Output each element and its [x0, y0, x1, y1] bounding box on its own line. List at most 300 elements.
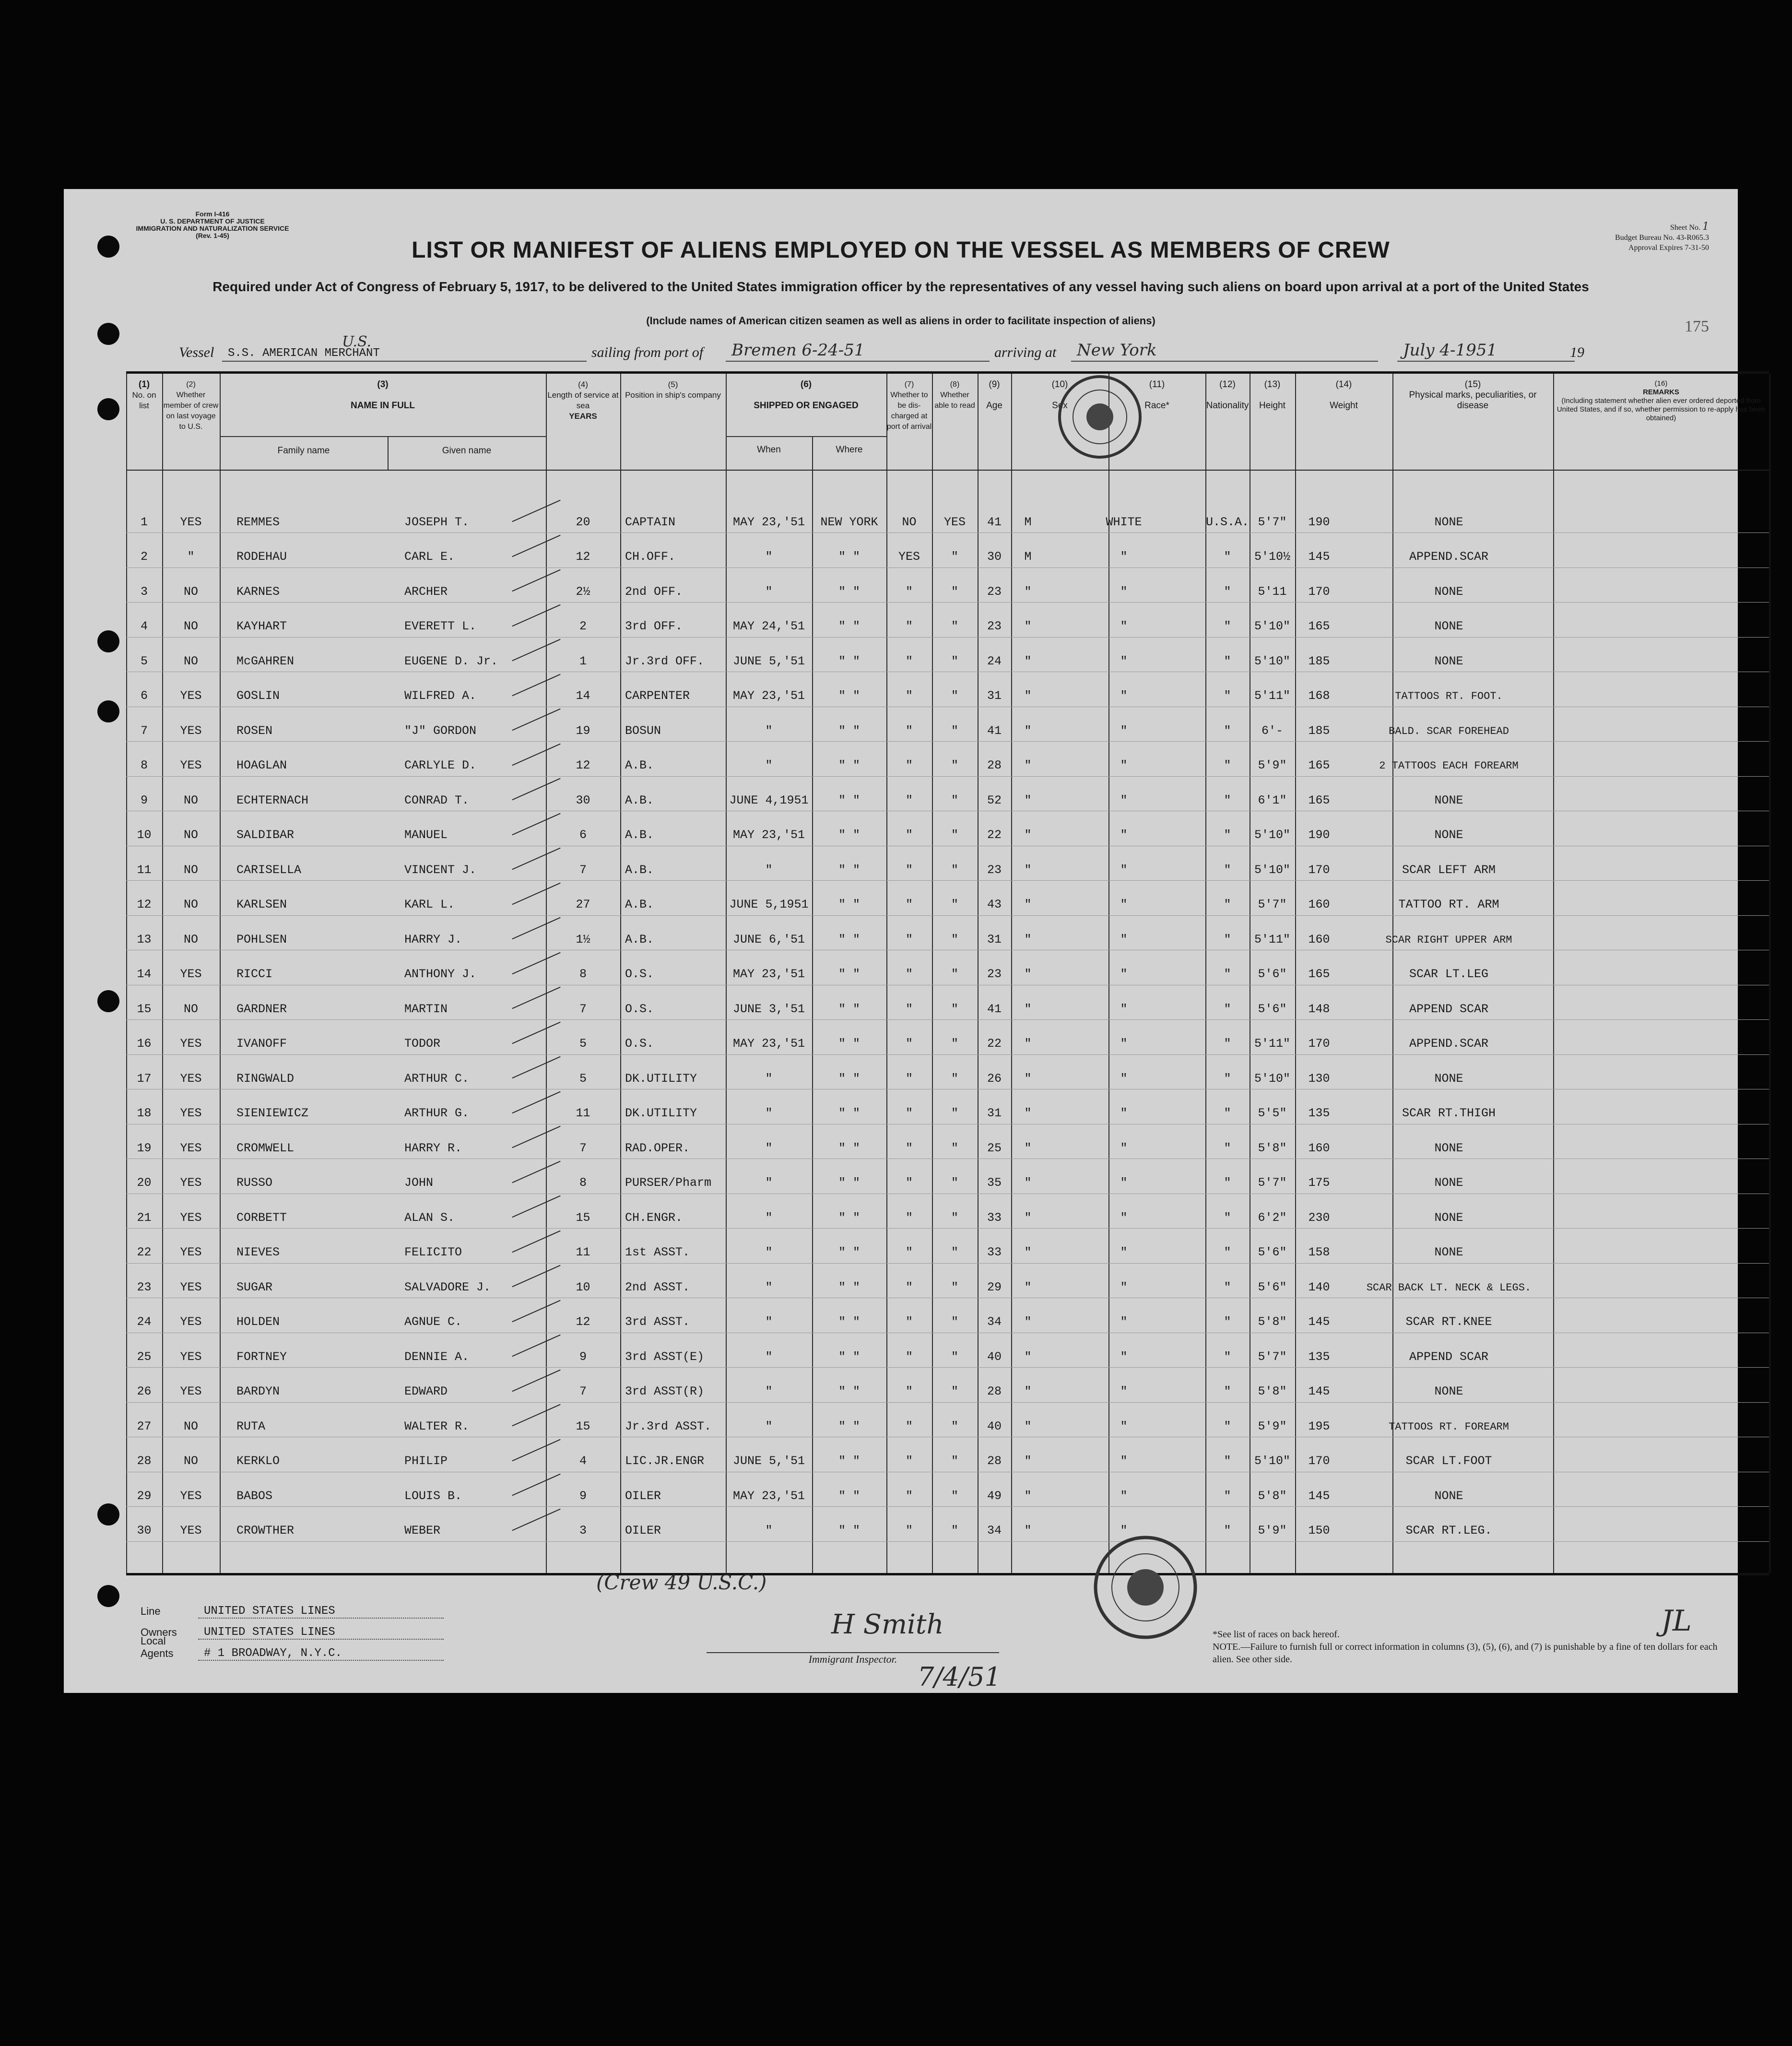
cell-family: RODEHAU	[236, 550, 287, 564]
cell-nat: "	[1224, 1315, 1231, 1329]
cell-years: 1	[579, 654, 587, 668]
cell-weight: 135	[1308, 1349, 1330, 1364]
cell-race: "	[1120, 654, 1128, 668]
cell-sex: "	[1024, 1071, 1032, 1086]
cell-marks: TATTOOS RT. FOOT.	[1395, 690, 1503, 702]
cell-no: 15	[137, 1002, 152, 1016]
cell-disch: "	[905, 1489, 913, 1503]
cell-family: IVANOFF	[236, 1037, 287, 1051]
cell-disch: "	[905, 1280, 913, 1294]
cell-position: RAD.OPER.	[625, 1141, 690, 1155]
cell-position: CH.OFF.	[625, 550, 676, 564]
cell-where: " "	[838, 1037, 860, 1051]
cell-age: 30	[987, 550, 1002, 564]
cell-sex: "	[1024, 689, 1032, 703]
cell-nat: "	[1224, 550, 1231, 564]
cell-height: 5'8"	[1258, 1315, 1287, 1329]
cell-weight: 170	[1308, 584, 1330, 599]
cell-family: KERKLO	[236, 1454, 280, 1468]
cell-height: 5'6"	[1258, 967, 1287, 981]
cell-race: "	[1120, 584, 1128, 599]
cell-read: "	[951, 1489, 958, 1503]
line-value: UNITED STATES LINES	[198, 1605, 444, 1619]
arriving-port-field	[1071, 342, 1378, 362]
cell-last: YES	[180, 689, 202, 703]
cell-age: 29	[987, 1280, 1002, 1294]
sheet-info	[1584, 222, 1709, 253]
cell-when: MAY 23,'51	[732, 689, 805, 703]
cell-last: YES	[180, 1037, 202, 1051]
cell-race: "	[1120, 1176, 1128, 1190]
col-header-16: (16) REMARKS (Including statement whether alien ever ordered deported from United States, and if so, whether permission to re-apply has been obtained)	[1556, 379, 1766, 422]
arrival-date: July 4-1951	[1403, 341, 1497, 360]
cell-race: "	[1120, 1454, 1128, 1468]
cell-no: 2	[140, 550, 148, 564]
cell-age: 31	[987, 932, 1002, 946]
cell-age: 34	[987, 1315, 1002, 1329]
cell-disch: "	[905, 898, 913, 911]
cell-read: "	[951, 758, 958, 772]
cell-position: A.B.	[625, 793, 654, 807]
cell-where: " "	[838, 898, 860, 911]
cell-nat: "	[1224, 689, 1231, 703]
cell-weight: 185	[1308, 723, 1330, 738]
cell-given: CARLYLE D.	[404, 758, 477, 772]
cell-height: 5'8"	[1258, 1489, 1287, 1503]
col-header-family: Family name	[277, 446, 330, 456]
cell-sex: M	[1024, 550, 1032, 564]
cell-weight: 185	[1308, 654, 1330, 668]
cell-disch: "	[905, 1176, 913, 1190]
cell-where: " "	[838, 967, 860, 981]
cell-given: EUGENE D. Jr.	[404, 654, 498, 668]
sailing-label: sailing from port of	[591, 344, 704, 360]
cell-disch: YES	[898, 550, 920, 564]
cell-last: YES	[180, 723, 202, 738]
cell-height: 5'9"	[1258, 1524, 1287, 1537]
cell-race: "	[1120, 1002, 1128, 1016]
cell-marks: SCAR LT.LEG	[1409, 967, 1489, 981]
cell-when: MAY 23,'51	[732, 1489, 805, 1503]
cell-given: JOHN	[404, 1176, 434, 1190]
penalty-note: NOTE.—Failure to furnish full or correct information in columns (3), (5), (6), and (7) is punishable by a fine of ten dollars for each alien. See other side.	[1213, 1642, 1718, 1665]
cell-when: "	[765, 550, 773, 564]
cell-last: NO	[183, 863, 198, 877]
cell-weight: 168	[1308, 689, 1330, 703]
cell-last: YES	[180, 1210, 202, 1225]
table-row	[126, 776, 1769, 811]
cell-family: HOAGLAN	[236, 758, 287, 772]
cell-family: ECHTERNACH	[236, 793, 309, 807]
cell-age: 26	[987, 1071, 1002, 1086]
cell-position: 3rd ASST.	[625, 1315, 690, 1329]
cell-sex: "	[1024, 1349, 1032, 1364]
cell-no: 29	[137, 1489, 152, 1503]
cell-height: 5'8"	[1258, 1384, 1287, 1398]
table-row	[126, 1054, 1769, 1089]
cell-when: MAY 23,'51	[732, 515, 805, 529]
table-row	[126, 1333, 1769, 1368]
arrival-date-field	[1397, 342, 1575, 362]
cell-position: 1st ASST.	[625, 1245, 690, 1259]
cell-race: "	[1120, 1419, 1128, 1433]
cell-last: YES	[180, 1524, 202, 1537]
cell-nat: "	[1224, 1106, 1231, 1120]
cell-marks: SCAR LEFT ARM	[1402, 863, 1496, 877]
cell-read: "	[951, 1454, 958, 1468]
cell-read: "	[951, 1524, 958, 1537]
table-row	[126, 1089, 1769, 1124]
cell-marks: NONE	[1434, 584, 1463, 599]
cell-position: 3rd ASST(E)	[625, 1349, 705, 1364]
cell-nat: "	[1224, 1384, 1231, 1398]
cell-where: " "	[838, 863, 860, 877]
cell-position: CAPTAIN	[625, 515, 676, 529]
cell-read: "	[951, 1106, 958, 1120]
include-note: (Include names of American citizen seamen as well as aliens in order to facilitate inspection of aliens)	[646, 315, 1155, 327]
cell-no: 30	[137, 1524, 152, 1537]
cell-family: SUGAR	[236, 1280, 273, 1294]
cell-when: "	[765, 1384, 773, 1398]
cell-years: 2	[579, 619, 587, 633]
cell-position: O.S.	[625, 1037, 654, 1051]
col-header-5: (5) Position in ship's company	[625, 380, 721, 400]
cell-weight: 135	[1308, 1106, 1330, 1120]
cell-age: 34	[987, 1524, 1002, 1537]
cell-family: REMMES	[236, 515, 280, 529]
cell-last: NO	[183, 1419, 198, 1433]
cell-nat: "	[1224, 723, 1231, 738]
cell-where: " "	[838, 1454, 860, 1468]
cell-when: "	[765, 1349, 773, 1364]
cell-when: "	[765, 1141, 773, 1155]
cell-nat: "	[1224, 1176, 1231, 1190]
cell-height: 5'10"	[1254, 1071, 1290, 1086]
cell-family: CARISELLA	[236, 863, 302, 877]
cell-age: 22	[987, 1037, 1002, 1051]
cell-marks: NONE	[1434, 1176, 1463, 1190]
cell-age: 28	[987, 1454, 1002, 1468]
cell-age: 40	[987, 1349, 1002, 1364]
col-header-given: Given name	[442, 446, 492, 456]
initials: JL	[1661, 1604, 1692, 1638]
cell-sex: "	[1024, 1002, 1032, 1016]
cell-age: 23	[987, 863, 1002, 877]
table-row	[126, 603, 1769, 638]
cell-position: OILER	[625, 1524, 661, 1537]
sheet-label: Sheet No.	[1670, 224, 1700, 232]
cell-nat: "	[1224, 619, 1231, 633]
cell-sex: "	[1024, 1454, 1032, 1468]
inspector-date: 7/4/51	[918, 1662, 1001, 1692]
table-row	[126, 637, 1769, 672]
cell-sex: "	[1024, 1489, 1032, 1503]
cell-position: OILER	[625, 1489, 661, 1503]
cell-race: "	[1120, 1280, 1128, 1294]
cell-read: "	[951, 1002, 958, 1016]
cell-weight: 165	[1308, 793, 1330, 807]
cell-nat: "	[1224, 1524, 1231, 1537]
punch-hole	[97, 630, 119, 652]
cell-last: YES	[180, 1106, 202, 1120]
cell-given: EDWARD	[404, 1384, 448, 1398]
col-header-12: (12) Nationality	[1206, 379, 1249, 411]
cell-sex: "	[1024, 1210, 1032, 1225]
cell-sex: "	[1024, 758, 1032, 772]
owners-value: UNITED STATES LINES	[198, 1626, 444, 1640]
cell-family: RICCI	[236, 967, 273, 981]
cell-given: ARTHUR C.	[404, 1071, 470, 1086]
cell-family: SALDIBAR	[236, 828, 295, 842]
cell-disch: "	[905, 1210, 913, 1225]
cell-years: 9	[579, 1489, 587, 1503]
cell-disch: "	[905, 619, 913, 633]
cell-read: "	[951, 1315, 958, 1329]
cell-disch: "	[905, 723, 913, 738]
punch-hole	[97, 1585, 119, 1607]
cell-race: "	[1120, 1071, 1128, 1086]
cell-sex: "	[1024, 1384, 1032, 1398]
table-row	[126, 1194, 1769, 1229]
cell-position: BOSUN	[625, 723, 661, 738]
cell-race: "	[1120, 689, 1128, 703]
cell-no: 19	[137, 1141, 152, 1155]
cell-years: 6	[579, 828, 587, 842]
cell-weight: 150	[1308, 1524, 1330, 1537]
cell-position: DK.UTILITY	[625, 1071, 697, 1086]
cell-where: " "	[838, 1315, 860, 1329]
cell-marks: NONE	[1434, 793, 1463, 807]
cell-family: HOLDEN	[236, 1315, 280, 1329]
cell-marks: SCAR RIGHT UPPER ARM	[1385, 934, 1512, 946]
cell-family: ROSEN	[236, 723, 273, 738]
cell-race: "	[1120, 1489, 1128, 1503]
cell-position: CARPENTER	[625, 689, 690, 703]
cell-years: 12	[576, 550, 590, 564]
cell-no: 24	[137, 1315, 152, 1329]
cell-no: 5	[140, 654, 148, 668]
col-header-11: (11) Race*	[1144, 379, 1169, 411]
cell-family: SIENIEWICZ	[236, 1106, 309, 1120]
cell-sex: "	[1024, 1106, 1032, 1120]
cell-position: CH.ENGR.	[625, 1210, 683, 1225]
cell-years: 2½	[576, 584, 590, 599]
cell-disch: "	[905, 1245, 913, 1259]
crew-handwritten-note: (Crew 49 U.S.C.)	[596, 1571, 767, 1594]
cell-disch: "	[905, 1384, 913, 1398]
cell-marks: APPEND SCAR	[1409, 1349, 1489, 1364]
cell-race: "	[1120, 1245, 1128, 1259]
cell-height: 5'9"	[1258, 758, 1287, 772]
cell-height: 5'11"	[1254, 689, 1290, 703]
col-header-2: (2) Whether member of crew on last voyage to U.S.	[163, 380, 219, 431]
cell-weight: 148	[1308, 1002, 1330, 1016]
cell-marks: SCAR RT.THIGH	[1402, 1106, 1496, 1120]
cell-weight: 160	[1308, 932, 1330, 946]
cell-position: O.S.	[625, 1002, 654, 1016]
cell-disch: "	[905, 1106, 913, 1120]
table-row	[126, 1263, 1769, 1298]
cell-last: YES	[180, 758, 202, 772]
col-header-7: (7) Whether to be dis-charged at port of arrival	[886, 380, 932, 431]
cell-family: RINGWALD	[236, 1071, 295, 1086]
cell-height: 5'7"	[1258, 1349, 1287, 1364]
cell-disch: "	[905, 689, 913, 703]
cell-years: 7	[579, 1141, 587, 1155]
col-header-15: (15) Physical marks, peculiarities, or disease	[1409, 379, 1537, 411]
col-header-10: (10) Sex	[1051, 379, 1068, 411]
cell-marks: NONE	[1434, 515, 1463, 529]
cell-family: CROWTHER	[236, 1524, 295, 1537]
cell-last: YES	[180, 1176, 202, 1190]
cell-years: 4	[579, 1454, 587, 1468]
cell-years: 30	[576, 793, 590, 807]
cell-last: NO	[183, 1002, 198, 1016]
cell-age: 22	[987, 828, 1002, 842]
cell-years: 8	[579, 967, 587, 981]
cell-age: 23	[987, 584, 1002, 599]
cell-marks: SCAR RT.LEG.	[1405, 1524, 1492, 1537]
cell-given: VINCENT J.	[404, 863, 477, 877]
table-row	[126, 1402, 1769, 1437]
cell-given: ANTHONY J.	[404, 967, 477, 981]
cell-years: 14	[576, 689, 590, 703]
cell-read: "	[951, 654, 958, 668]
cell-position: A.B.	[625, 828, 654, 842]
table-row	[126, 533, 1769, 568]
cell-last: YES	[180, 1489, 202, 1503]
cell-sex: "	[1024, 967, 1032, 981]
form-revision: (Rev. 1-45)	[196, 232, 229, 239]
cell-marks: NONE	[1434, 828, 1463, 842]
cell-nat: "	[1224, 932, 1231, 946]
cell-given: HARRY R.	[404, 1141, 462, 1155]
cell-nat: "	[1224, 1349, 1231, 1364]
cell-height: 5'10½	[1254, 550, 1290, 564]
cell-last: NO	[183, 1454, 198, 1468]
table-row	[126, 1229, 1769, 1264]
cell-family: CROMWELL	[236, 1141, 295, 1155]
cell-given: "J" GORDON	[404, 723, 477, 738]
cell-read: "	[951, 1419, 958, 1433]
cell-height: 5'10"	[1254, 1454, 1290, 1468]
cell-height: 5'7"	[1258, 1176, 1287, 1190]
cell-where: NEW YORK	[820, 515, 878, 529]
cell-height: 5'10"	[1254, 619, 1290, 633]
cell-sex: "	[1024, 654, 1032, 668]
cell-no: 3	[140, 584, 148, 599]
cell-sex: "	[1024, 793, 1032, 807]
cell-when: "	[765, 584, 773, 599]
cell-race: "	[1120, 898, 1128, 911]
cell-weight: 145	[1308, 1489, 1330, 1503]
punch-hole	[97, 990, 119, 1012]
cell-disch: "	[905, 793, 913, 807]
cell-years: 12	[576, 1315, 590, 1329]
cell-sex: "	[1024, 584, 1032, 599]
cell-height: 6'-	[1261, 723, 1283, 738]
cell-position: 2nd OFF.	[625, 584, 683, 599]
cell-race: "	[1120, 723, 1128, 738]
cell-weight: 230	[1308, 1210, 1330, 1225]
cell-sex: "	[1024, 828, 1032, 842]
cell-weight: 170	[1308, 1037, 1330, 1051]
cell-last: YES	[180, 1245, 202, 1259]
cell-sex: "	[1024, 1245, 1032, 1259]
cell-no: 6	[140, 689, 148, 703]
cell-given: HARRY J.	[404, 932, 462, 946]
arriving-label: arriving at	[994, 344, 1057, 360]
cell-years: 27	[576, 898, 590, 911]
cell-nat: "	[1224, 584, 1231, 599]
cell-where: " "	[838, 654, 860, 668]
cell-no: 1	[140, 515, 148, 529]
cell-weight: 145	[1308, 550, 1330, 564]
col-header-when: When	[757, 445, 781, 455]
cell-age: 41	[987, 1002, 1002, 1016]
cell-no: 25	[137, 1349, 152, 1364]
cell-sex: "	[1024, 1524, 1032, 1537]
cell-read: "	[951, 1349, 958, 1364]
cell-height: 5'11	[1258, 584, 1287, 599]
cell-read: "	[951, 723, 958, 738]
cell-no: 7	[140, 723, 148, 738]
cell-disch: "	[905, 1315, 913, 1329]
cell-marks: SCAR RT.KNEE	[1405, 1315, 1492, 1329]
cell-marks: 2 TATTOOS EACH FOREARM	[1379, 760, 1519, 772]
cell-given: FELICITO	[404, 1245, 462, 1259]
cell-height: 5'5"	[1258, 1106, 1287, 1120]
cell-no: 11	[137, 863, 152, 877]
cell-years: 7	[579, 1384, 587, 1398]
cell-where: " "	[838, 619, 860, 633]
cell-nat: "	[1224, 793, 1231, 807]
cell-age: 23	[987, 967, 1002, 981]
cell-when: "	[765, 1245, 773, 1259]
table-row	[126, 1507, 1769, 1542]
cell-sex: "	[1024, 863, 1032, 877]
cell-weight: 165	[1308, 758, 1330, 772]
agents-label: Local Agents	[141, 1635, 174, 1659]
cell-family: McGAHREN	[236, 654, 295, 668]
cell-where: " "	[838, 1384, 860, 1398]
cell-height: 5'8"	[1258, 1141, 1287, 1155]
cell-read: "	[951, 1176, 958, 1190]
cell-marks: APPEND.SCAR	[1409, 550, 1489, 564]
vessel-handwritten-note: U.S.	[342, 333, 372, 350]
cell-given: ARCHER	[404, 584, 448, 599]
cell-when: "	[765, 1419, 773, 1433]
cell-weight: 165	[1308, 619, 1330, 633]
vessel-label: Vessel	[179, 344, 214, 360]
cell-race: "	[1120, 1106, 1128, 1120]
cell-nat: "	[1224, 1210, 1231, 1225]
budget-number: Budget Bureau No. 43-R065.3	[1615, 234, 1709, 242]
manifest-sheet	[64, 189, 1766, 1693]
cell-race: "	[1120, 1315, 1128, 1329]
cell-position: O.S.	[625, 967, 654, 981]
cell-when: "	[765, 1524, 773, 1537]
cell-disch: "	[905, 1071, 913, 1086]
cell-when: MAY 23,'51	[732, 828, 805, 842]
col-header-13: (13) Height	[1259, 379, 1285, 411]
cell-given: WILFRED A.	[404, 689, 477, 703]
cell-position: 2nd ASST.	[625, 1280, 690, 1294]
cell-years: 19	[576, 723, 590, 738]
cell-family: NIEVES	[236, 1245, 280, 1259]
cell-age: 33	[987, 1245, 1002, 1259]
cell-family: GARDNER	[236, 1002, 287, 1016]
